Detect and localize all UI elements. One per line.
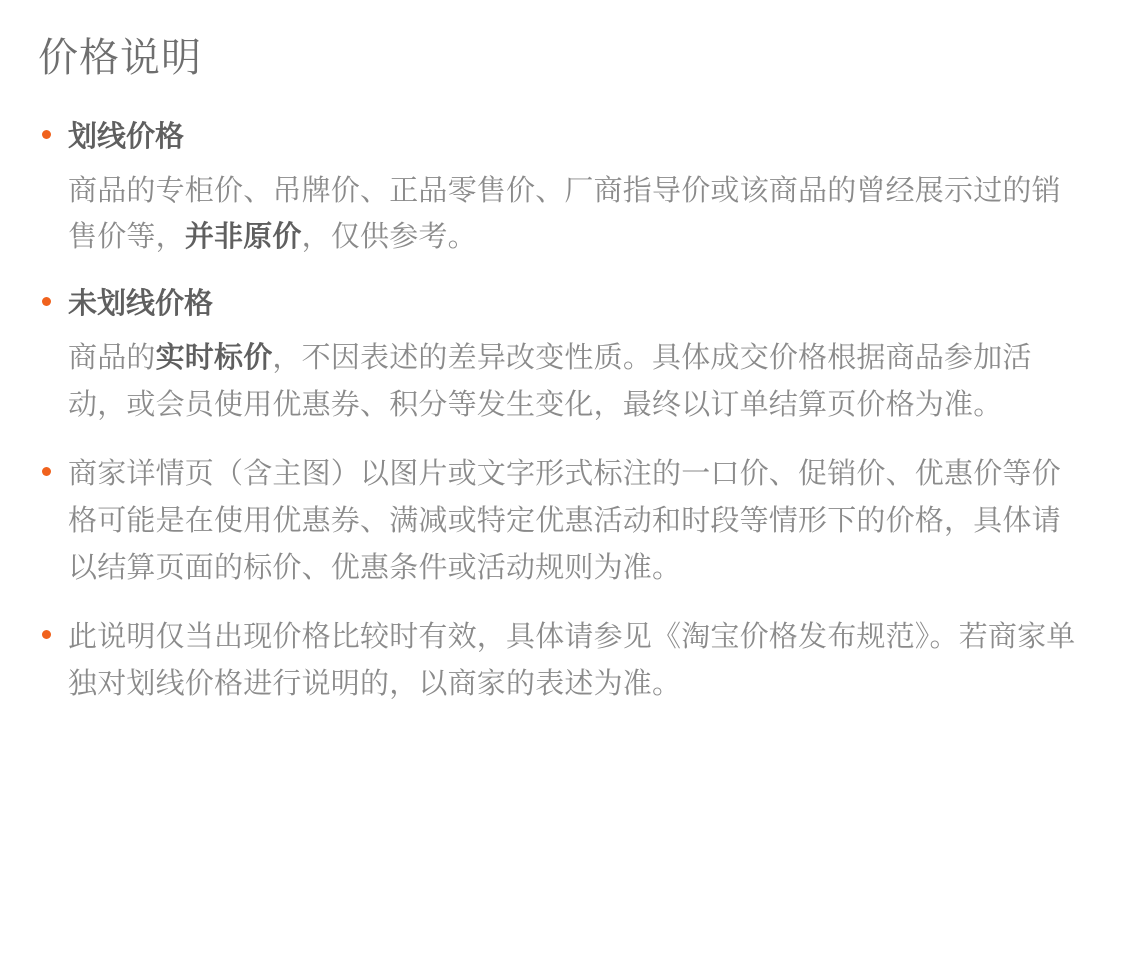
list-item — [38, 283, 1085, 428]
section-list — [38, 116, 1085, 708]
item-body — [68, 451, 1085, 592]
page-title: 价格说明 — [38, 36, 202, 80]
body-text: 商家详情页（含主图）以图片或文字形式标注的一口价、促销价、优惠价等价格可能是在使用优惠券、满减或特定优惠活动和时段等情形下的价格，具体请以结算页面的标价、优惠条件或活动规则为准。 — [68, 457, 1061, 584]
bullet-dot-icon — [42, 630, 51, 639]
list-item — [38, 451, 1085, 592]
body-text: ，仅供参考。 — [301, 221, 477, 254]
bullet-dot-icon — [42, 467, 51, 476]
body-text: 商品的专柜价、吊牌价、正品零售价、厂商指导价或该商品的曾经展示过的销售价等， — [68, 174, 1061, 254]
emphasis-text: 并非原价 — [184, 221, 302, 254]
bullet-dot-icon — [42, 130, 51, 139]
body-text: 商品的 — [68, 341, 156, 374]
item-body — [68, 168, 1085, 262]
item-body — [68, 335, 1085, 429]
list-item — [38, 116, 1085, 261]
item-body — [68, 614, 1085, 708]
body-text: 此说明仅当出现价格比较时有效，具体请参见《淘宝价格发布规范》。若商家单独对划线价格进行说明的，以商家的表述为准。 — [68, 620, 1076, 700]
bullet-dot-icon — [42, 297, 51, 306]
list-item — [38, 614, 1085, 708]
emphasis-text: 实时标价 — [155, 341, 273, 374]
item-heading: 未划线价格 — [68, 288, 214, 321]
item-heading: 划线价格 — [68, 121, 185, 153]
body-text: ，不因表述的差异改变性质。具体成交价格根据商品参加活动，或会员使用优惠券、积分等发生变化，最终以订单结算页价格为准。 — [68, 341, 1032, 421]
